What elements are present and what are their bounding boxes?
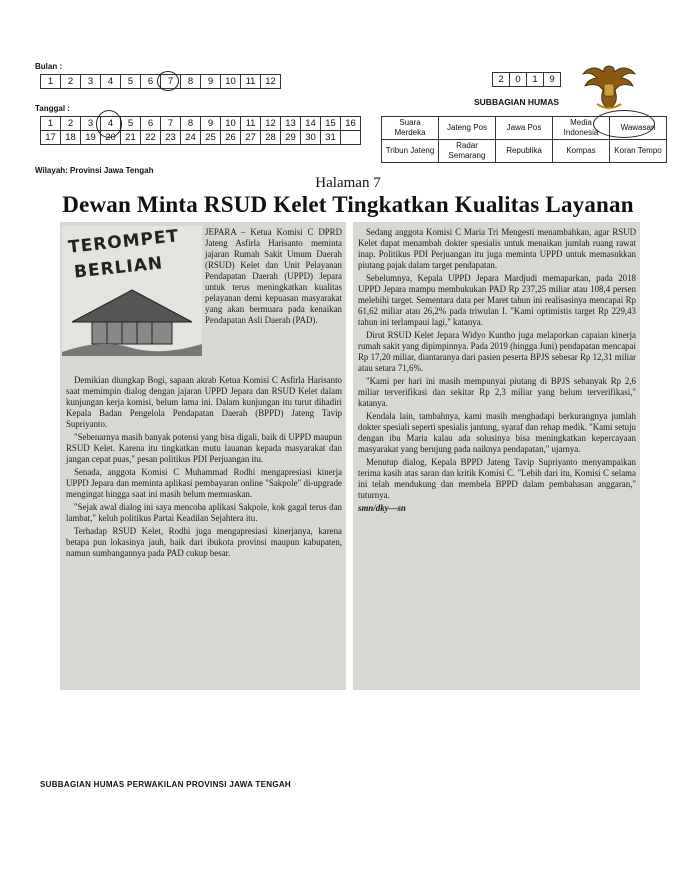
month-cell: 12 [261,75,281,89]
pub-cell: Tribun Jateng [382,140,439,163]
article-lead [205,227,342,328]
date-cell: 30 [301,131,321,145]
article-paragraph: Sedang anggota Komisi C Maria Tri Mengesti menambahkan, agar RSUD Kelet dapat menambah dokter spesialis untuk menaikan jumlah ruang rawat inap. Politikus PDI Perjuangan itu juga meminta UPPD untuk memasukkan piutang pajak dalam target pendapatan. [358,227,636,270]
date-cell: 22 [141,131,161,145]
pub-cell: Republika [496,140,553,163]
byline: smn/dky—sn [358,503,406,513]
pub-cell: Suara Merdeka [382,117,439,140]
date-cell: 25 [201,131,221,145]
garuda-emblem-icon [579,60,639,112]
month-cell: 2 [61,75,81,89]
date-cell: 29 [281,131,301,145]
month-cell: 7 [161,75,181,89]
year-grid [492,72,561,87]
article-paragraph: Senada, anggota Komisi C Muhammad Rodhi mengapresiasi kinerja UPPD Jepara dan meminta aplikasi pembayaran online "Sakpole" di-upgrade mengingat hingga saat ini masih belum memuaskan. [66,467,342,499]
lead-paragraph: JEPARA – Ketua Komisi C DPRD Jateng Asfirla Harisanto meminta jajaran Rumah Sakit Umum Daerah (RSUD) Kelet dan Unit Pelayanan Pendapatan Daerah (UPPD) Jepara untuk terus meningkatkan kualitas pelayanan demi kepuasan masyarakat yang akan bermuara pada kenaikan Pendapatan Asli Daerah (PAD). [205,227,342,325]
date-cell [341,131,361,145]
month-cell: 8 [181,75,201,89]
date-cell: 16 [341,117,361,131]
date-cell: 9 [201,117,221,131]
year-digit: 2 [493,73,510,87]
date-cell: 24 [181,131,201,145]
column-logo [62,226,202,356]
article-left-column [66,375,342,561]
publication-grid [381,116,667,163]
date-cell: 7 [161,117,181,131]
headline: Dewan Minta RSUD Kelet Tingkatkan Kualitas Layanan [62,192,634,217]
month-cell: 9 [201,75,221,89]
month-cell: 1 [41,75,61,89]
date-cell: 6 [141,117,161,131]
article-right-column [358,227,636,516]
org-label: SUBBAGIAN HUMAS [474,97,559,107]
article-paragraph: Menutup dialog, Kepala BPPD Jateng Tavip Supriyanto menyampaikan terima kasih atas saran dan kritik Komisi C. "Lebih dari itu, Komisi C selama ini telah mendukung dan membela BPPD dalam pembahasan anggaran," tuturnya. [358,457,636,500]
date-cell: 13 [281,117,301,131]
date-cell: 3 [81,117,101,131]
wilayah-label: Wilayah: Provinsi Jawa Tengah [35,166,154,175]
article-paragraph: Dirut RSUD Kelet Jepara Widyo Kuntho juga melaporkan capaian kinerja rumah sakit yang dipimpinnya. Pada 2019 (hingga Juni) pendapatan mencapai Rp 17,20 miliar, diantaranya dari pasien peserta BPJS sebesar Rp 12,31 miliar atau setara 71,6%. [358,330,637,373]
article-paragraph: Demikian diungkap Bogi, sapaan akrab Ketua Komisi C Asfirla Harisanto saat memimpin dialog dengan jajaran UPPD Jepara dan RSUD Kelet dalam kunjungan kerja komisi, belum lama ini. Dalam kunjungan itu turut dihadiri Kepala Badan Pengelola Pendapatan Daerah (BPPD) Jateng Tavip Supriyanto. [66,375,342,429]
month-cell: 4 [101,75,121,89]
article-paragraph: "Sejak awal dialog ini saya mencoba aplikasi Sakpole, kok gagal terus dan lambat," keluh politikus Partai Keadilan Sejahtera itu. [66,502,342,523]
date-cell: 20 [101,131,121,145]
year-digit: 0 [510,73,527,87]
article-paragraph: Kendala lain, tambahnya, kami masih menghadapi berkurangnya jumlah dokter spesiali seperti spesialis jantung, syaraf dan rehap medik. "Kami setuju dengan ibu Maria kalau ada solusinya bisa meningkatkan kepercayaan masyarakat yang berujung pada naiknya pendapatan," ujarnya. [358,411,636,454]
date-cell: 2 [61,117,81,131]
building-illustration-icon [62,282,202,356]
month-cell: 11 [241,75,261,89]
date-cell: 28 [261,131,281,145]
tanggal-label: Tanggal : [35,104,70,113]
pub-cell: Radar Semarang [439,140,496,163]
month-cell: 5 [121,75,141,89]
logo-text-1: TEROMPET [67,226,181,258]
month-cell: 10 [221,75,241,89]
article-paragraph: Terhadap RSUD Kelet, Rodhi juga mengapresiasi kinerjanya, karena betapa pun lokasinya jauh, baik dari ibukota provinsi maupun kabupaten, namun sumbangannya pada PAD cukup besar. [66,526,342,558]
date-cell: 18 [61,131,81,145]
date-cell: 8 [181,117,201,131]
date-cell: 5 [121,117,141,131]
date-cell: 12 [261,117,281,131]
article-paragraph: Sebelumnya, Kepala UPPD Jepara Mardjudi memaparkan, pada 2018 UPPD Jepara mampu membukukan PAD Rp 237,25 miliar atau 108,4 persen melebihi target. Sementara data per Maret tahun ini realisasinya mencapai Rp 61,62 miliar atau 26,2% pada triwulan I. "Kami optimistis target Rp 229,43 tahun ini terlampaui lagi," katanya. [358,273,636,327]
date-cell: 10 [221,117,241,131]
pub-cell: Kompas [553,140,610,163]
date-cell: 23 [161,131,181,145]
month-cell: 3 [81,75,101,89]
date-cell: 27 [241,131,261,145]
pub-cell: Koran Tempo [610,140,667,163]
article-paragraph: "Sebenarnya masih banyak potensi yang bisa digali, baik di UPPD maupun RSUD Kelet. Karena itu tingkatkan mutu lauanan kepada masyarakat dan jangan cepat puas," pesan politikus PDI Perjuangan itu. [66,432,342,464]
pub-cell: Wawasan [610,117,667,140]
date-cell: 4 [101,117,121,131]
date-cell: 31 [321,131,341,145]
date-cell: 21 [121,131,141,145]
article-paragraph: "Kami per hari ini masih mempunyai piutang di BPJS sebanyak Rp 2,6 miliar terverifikasi dan sekitar Rp 2,3 miliar yang belum terverifikasi," katanya. [358,376,636,408]
date-grid [40,116,361,145]
year-digit: 9 [544,73,561,87]
pub-cell: Media Indonesia [553,117,610,140]
year-digit: 1 [527,73,544,87]
bulan-label: Bulan : [35,62,63,71]
date-cell: 11 [241,117,261,131]
date-cell: 1 [41,117,61,131]
month-cell: 6 [141,75,161,89]
page-number: Halaman 7 [315,175,381,191]
date-cell: 19 [81,131,101,145]
date-cell: 14 [301,117,321,131]
date-cell: 26 [221,131,241,145]
month-grid [40,74,281,89]
pub-cell: Jawa Pos [496,117,553,140]
pub-cell: Jateng Pos [439,117,496,140]
date-cell: 17 [41,131,61,145]
date-cell: 15 [321,117,341,131]
logo-text-2: BERLIAN [73,253,165,283]
footer-text: SUBBAGIAN HUMAS PERWAKILAN PROVINSI JAWA TENGAH [40,780,292,789]
